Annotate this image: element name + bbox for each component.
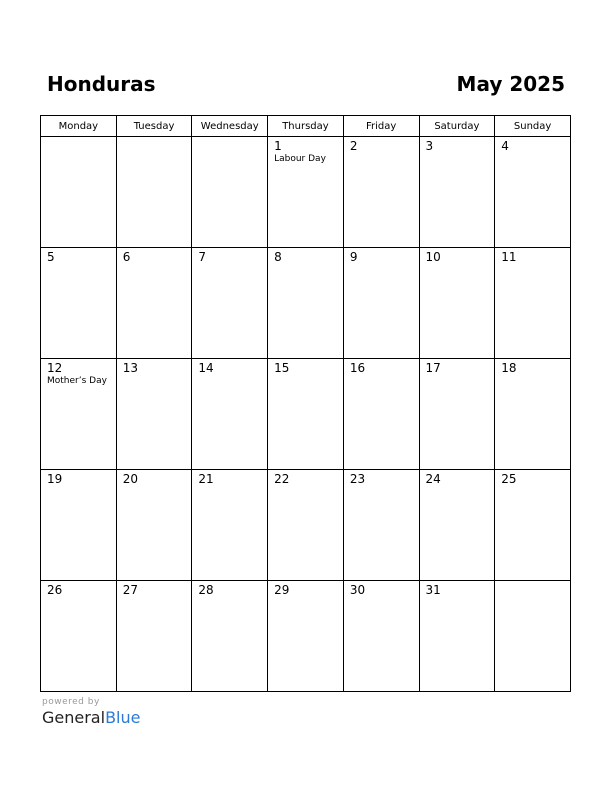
day-cell: [495, 470, 571, 581]
day-cell: [495, 581, 571, 692]
day-number: 25: [501, 472, 517, 486]
day-cell: [192, 248, 268, 359]
day-number: 31: [425, 583, 441, 597]
holiday-label: [420, 264, 495, 265]
holiday-label: [117, 597, 192, 598]
week-row: [41, 470, 571, 581]
day-cell: [343, 359, 419, 470]
week-row: [41, 581, 571, 692]
holiday-label: [495, 486, 570, 487]
holiday-label: [41, 264, 116, 265]
day-number: 3: [425, 139, 434, 153]
day-number: 20: [122, 472, 138, 486]
holiday-label: [420, 375, 495, 376]
weekday-header-row: [41, 116, 571, 137]
day-number: 19: [47, 472, 63, 486]
day-number: 2: [349, 139, 358, 153]
day-cell: [268, 581, 344, 692]
brand-name-part1: General: [42, 708, 106, 727]
day-number: 8: [274, 250, 282, 264]
powered-by-text: powered by: [42, 697, 100, 707]
day-number: 5: [47, 250, 55, 264]
holiday-label: [268, 264, 343, 265]
day-cell: [41, 470, 117, 581]
day-cell: [343, 248, 419, 359]
holiday-label: [344, 597, 419, 598]
holiday-label: [117, 486, 192, 487]
week-row: [41, 137, 571, 248]
holiday-label: [495, 264, 570, 265]
day-cell: [268, 359, 344, 470]
day-number: 22: [274, 472, 290, 486]
day-cell: [419, 581, 495, 692]
day-number: 7: [198, 250, 207, 264]
day-cell: [41, 581, 117, 692]
day-number: 29: [274, 583, 290, 597]
day-number: 16: [349, 361, 366, 375]
week-row: [41, 359, 571, 470]
day-cell: [419, 470, 495, 581]
day-number: 4: [501, 139, 509, 153]
day-cell: [116, 470, 192, 581]
day-number: 11: [501, 250, 517, 264]
holiday-label: Labour Day: [274, 154, 326, 164]
country-title: Honduras: [47, 72, 156, 96]
holiday-label: [495, 375, 570, 376]
day-cell: [343, 581, 419, 692]
holiday-label: [192, 139, 267, 140]
day-cell: [268, 248, 344, 359]
month-year-title: May 2025: [456, 72, 565, 96]
holiday-label: [117, 375, 192, 376]
weekday-header: Wednesday: [192, 116, 268, 137]
weekday-header: Thursday: [268, 116, 344, 137]
day-cell: [268, 470, 344, 581]
holiday-label: [420, 486, 495, 487]
holiday-label: [41, 486, 116, 487]
day-number: 10: [425, 250, 441, 264]
day-cell: [192, 470, 268, 581]
day-cell: [116, 581, 192, 692]
day-number: 6: [122, 250, 131, 264]
holiday-label: [192, 597, 267, 598]
day-cell: [343, 470, 419, 581]
holiday-label: [495, 583, 570, 584]
day-number: 9: [349, 250, 358, 264]
day-cell: [192, 581, 268, 692]
holiday-label: [344, 153, 419, 154]
holiday-label: [268, 375, 343, 376]
day-number: 14: [198, 361, 214, 375]
day-cell: [495, 248, 571, 359]
holiday-label: [192, 375, 267, 376]
calendar-grid: [40, 115, 571, 692]
weekday-header: Saturday: [419, 116, 495, 137]
day-cell: [268, 137, 344, 248]
day-cell: [419, 359, 495, 470]
day-cell: [116, 248, 192, 359]
day-number: 1: [274, 139, 282, 153]
day-number: 21: [198, 472, 214, 486]
day-cell: [41, 137, 117, 248]
brand-logo[interactable]: [42, 708, 140, 728]
day-cell: [495, 359, 571, 470]
day-cell: [192, 137, 268, 248]
day-number: 23: [349, 472, 366, 486]
weekday-header: Friday: [343, 116, 419, 137]
day-number: 26: [47, 583, 63, 597]
day-cell: [495, 137, 571, 248]
weekday-header: Tuesday: [116, 116, 192, 137]
day-number: 17: [425, 361, 441, 375]
day-number: 15: [274, 361, 290, 375]
day-cell: [41, 359, 117, 470]
holiday-label: [117, 264, 192, 265]
day-cell: [116, 359, 192, 470]
day-number: 18: [501, 361, 517, 375]
week-row: [41, 248, 571, 359]
holiday-label: [268, 486, 343, 487]
day-number: 12: [47, 361, 63, 375]
day-number: 13: [122, 361, 138, 375]
weekday-header: Monday: [41, 116, 117, 137]
holiday-label: [495, 153, 570, 154]
day-cell: [41, 248, 117, 359]
holiday-label: [344, 264, 419, 265]
holiday-label: [41, 139, 116, 140]
weekday-header: Sunday: [495, 116, 571, 137]
day-number: 24: [425, 472, 441, 486]
day-cell: [419, 137, 495, 248]
day-number: 27: [122, 583, 138, 597]
brand-name-part2: Blue: [105, 708, 141, 727]
holiday-label: [117, 139, 192, 140]
day-cell: [419, 248, 495, 359]
holiday-label: [192, 486, 267, 487]
day-cell: [116, 137, 192, 248]
holiday-label: [344, 375, 419, 376]
holiday-label: [192, 264, 267, 265]
day-number: 28: [198, 583, 214, 597]
holiday-label: [41, 597, 116, 598]
holiday-label: [268, 597, 343, 598]
day-cell: [192, 359, 268, 470]
holiday-label: [420, 597, 495, 598]
holiday-label: Mother’s Day: [47, 376, 107, 386]
day-cell: [343, 137, 419, 248]
day-number: 30: [349, 583, 366, 597]
holiday-label: [420, 153, 495, 154]
holiday-label: [344, 486, 419, 487]
